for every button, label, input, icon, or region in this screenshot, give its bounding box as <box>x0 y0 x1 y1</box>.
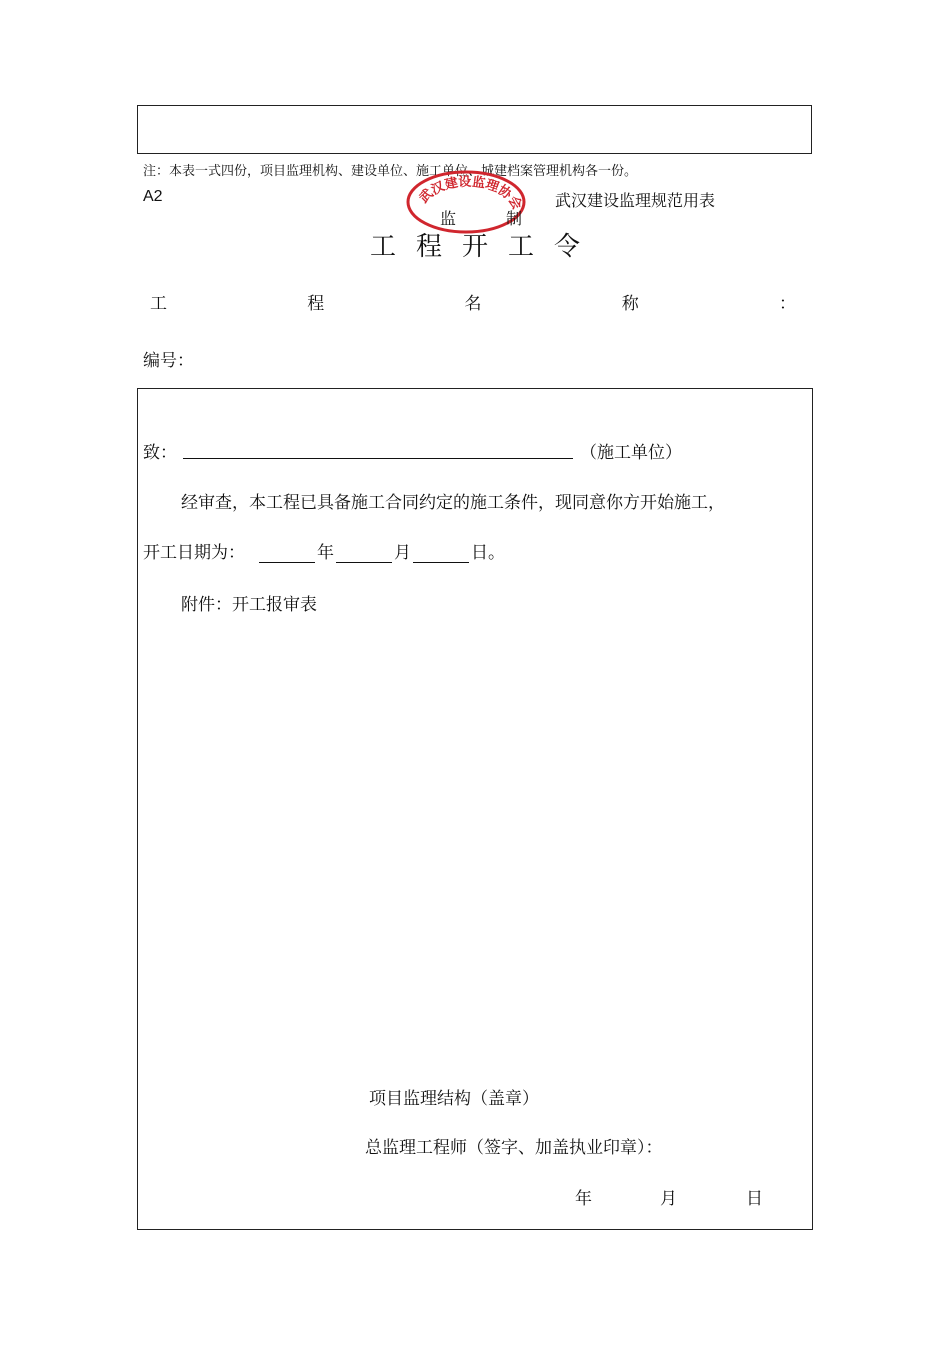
sign-year-label: 年 <box>575 1189 592 1209</box>
start-year-field[interactable] <box>259 544 315 563</box>
standard-label: 武汉建设监理规范用表 <box>555 191 716 210</box>
start-date-line <box>143 538 505 563</box>
project-name-char: ： <box>779 294 796 314</box>
stamp-inner-left: 监 <box>440 209 457 228</box>
start-date-label: 开工日期为： <box>143 543 245 563</box>
project-name-char: 称 <box>621 294 639 314</box>
distribution-note: 注：本表一式四份，项目监理机构、建设单位、施工单位、城建档案管理机构各一份。 <box>143 164 638 179</box>
project-name-label <box>150 289 796 314</box>
stamp-ring-text: 武汉建设监理协会 <box>416 174 525 213</box>
project-name-char: 名 <box>464 294 482 314</box>
year-label: 年 <box>317 543 334 563</box>
supervision-org-signature: 项目监理结构（盖章） <box>369 1089 539 1109</box>
month-label: 月 <box>394 543 411 563</box>
project-name-char: 工 <box>150 294 167 314</box>
start-day-field[interactable] <box>413 544 469 563</box>
approval-statement: 经审查，本工程已具备施工合同约定的施工条件，现同意你方开始施工， <box>181 493 725 513</box>
contractor-name-field[interactable] <box>183 458 573 459</box>
chief-engineer-signature: 总监理工程师（签字、加盖执业印章）： <box>365 1138 663 1158</box>
attachment-label: 附件：开工报审表 <box>181 595 317 615</box>
number-label: 编号： <box>143 351 194 371</box>
sign-day-label: 日 <box>746 1189 763 1209</box>
start-month-field[interactable] <box>336 544 392 563</box>
document-title: 工程开工令 <box>369 232 600 262</box>
svg-text:武汉建设监理协会 <box>416 174 525 213</box>
sign-month-label: 月 <box>660 1189 677 1209</box>
to-unit-label: （施工单位） <box>580 443 682 463</box>
day-label: 日。 <box>471 543 505 563</box>
to-label: 致： <box>143 443 177 463</box>
form-code: A2 <box>143 188 163 205</box>
project-name-char: 程 <box>307 294 325 314</box>
top-empty-box <box>137 105 812 154</box>
stamp-inner-right: 制 <box>506 209 523 228</box>
